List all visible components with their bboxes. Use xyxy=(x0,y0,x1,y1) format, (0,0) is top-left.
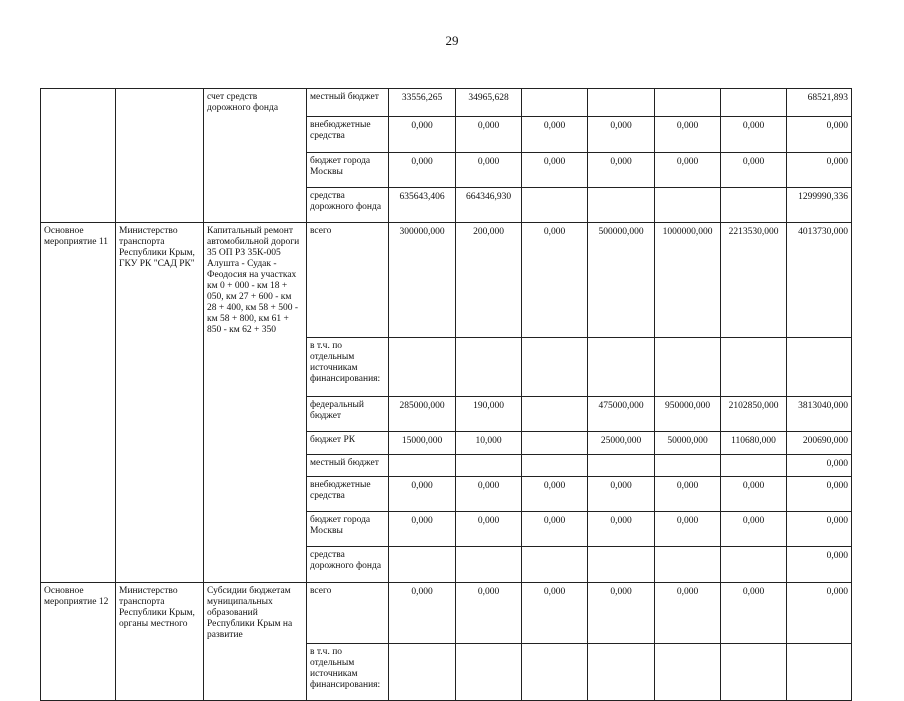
page-number: 29 xyxy=(445,33,459,48)
description-cell xyxy=(204,512,307,547)
amount-cell: 0,000 xyxy=(721,583,787,644)
amount-cell: 635643,406 xyxy=(389,187,456,222)
amount-cell: 0,000 xyxy=(522,583,588,644)
amount-cell: 0,000 xyxy=(588,477,655,512)
amount-cell xyxy=(655,187,721,222)
amount-cell xyxy=(787,643,852,700)
amount-cell: 190,000 xyxy=(456,397,522,432)
description-cell: Капитальный ремонт автомобильной дороги 35 ОП РЗ 35К-005 Алушта - Судак - Феодосия на участках км 0 + 000 - км 18 + 050, км 27 + 600 - км 28 + 400, км 58 + 500 - км 58 + 800, км 61 + 850 - км 62 + 350 xyxy=(204,222,307,338)
measure-name-cell xyxy=(41,432,116,455)
amount-cell: 0,000 xyxy=(655,152,721,187)
amount-cell: 0,000 xyxy=(389,116,456,152)
amount-cell xyxy=(522,432,588,455)
amount-cell: 0,000 xyxy=(655,512,721,547)
table-row xyxy=(41,512,852,547)
description-cell xyxy=(204,547,307,583)
amount-cell: 0,000 xyxy=(389,152,456,187)
amount-cell: 0,000 xyxy=(522,116,588,152)
description-cell: счет средств дорожного фонда xyxy=(204,89,307,117)
amount-cell xyxy=(389,643,456,700)
table-row xyxy=(41,432,852,455)
table-row xyxy=(41,222,852,338)
amount-cell: 50000,000 xyxy=(655,432,721,455)
amount-cell: 0,000 xyxy=(787,583,852,644)
amount-cell xyxy=(389,455,456,477)
table-row xyxy=(41,89,852,117)
measure-name-cell xyxy=(41,547,116,583)
amount-cell: 475000,000 xyxy=(588,397,655,432)
amount-cell xyxy=(522,187,588,222)
amount-cell: 0,000 xyxy=(787,477,852,512)
amount-cell xyxy=(456,455,522,477)
measure-name-cell: Основное мероприятие 12 xyxy=(41,583,116,644)
amount-cell: 0,000 xyxy=(787,116,852,152)
amount-cell xyxy=(522,455,588,477)
funding-source-cell: средства дорожного фонда xyxy=(307,187,389,222)
amount-cell: 0,000 xyxy=(655,116,721,152)
amount-cell: 0,000 xyxy=(389,477,456,512)
amount-cell xyxy=(456,547,522,583)
amount-cell: 2102850,000 xyxy=(721,397,787,432)
measure-name-cell xyxy=(41,455,116,477)
amount-cell: 0,000 xyxy=(721,116,787,152)
amount-cell: 0,000 xyxy=(721,477,787,512)
measure-name-cell xyxy=(41,187,116,222)
amount-cell: 0,000 xyxy=(389,512,456,547)
amount-cell: 10,000 xyxy=(456,432,522,455)
funding-source-cell: бюджет РК xyxy=(307,432,389,455)
amount-cell: 68521,893 xyxy=(787,89,852,117)
table-row xyxy=(41,338,852,397)
table-row xyxy=(41,397,852,432)
executor-cell xyxy=(116,643,204,700)
amount-cell: 0,000 xyxy=(456,152,522,187)
executor-cell: Министерство транспорта Республики Крым, органы местного xyxy=(116,583,204,644)
amount-cell: 1000000,000 xyxy=(655,222,721,338)
funding-source-cell: внебюджетные средства xyxy=(307,477,389,512)
funding-source-cell: федеральный бюджет xyxy=(307,397,389,432)
executor-cell xyxy=(116,432,204,455)
amount-cell xyxy=(721,187,787,222)
budget-table-body xyxy=(41,89,852,701)
amount-cell xyxy=(389,547,456,583)
measure-name-cell xyxy=(41,152,116,187)
amount-cell: 0,000 xyxy=(787,512,852,547)
description-cell xyxy=(204,643,307,700)
measure-name-cell xyxy=(41,643,116,700)
funding-source-cell: всего xyxy=(307,583,389,644)
amount-cell xyxy=(522,547,588,583)
amount-cell xyxy=(655,455,721,477)
amount-cell xyxy=(721,89,787,117)
budget-table xyxy=(40,88,852,701)
amount-cell xyxy=(655,547,721,583)
amount-cell xyxy=(588,187,655,222)
amount-cell: 200690,000 xyxy=(787,432,852,455)
amount-cell: 1299990,336 xyxy=(787,187,852,222)
executor-cell xyxy=(116,512,204,547)
amount-cell: 3813040,000 xyxy=(787,397,852,432)
amount-cell xyxy=(522,89,588,117)
amount-cell: 200,000 xyxy=(456,222,522,338)
table-row xyxy=(41,547,852,583)
amount-cell: 0,000 xyxy=(522,477,588,512)
funding-source-cell: всего xyxy=(307,222,389,338)
amount-cell: 0,000 xyxy=(721,512,787,547)
table-row xyxy=(41,116,852,152)
amount-cell: 285000,000 xyxy=(389,397,456,432)
amount-cell: 0,000 xyxy=(588,152,655,187)
executor-cell xyxy=(116,455,204,477)
executor-cell xyxy=(116,152,204,187)
amount-cell xyxy=(389,338,456,397)
amount-cell xyxy=(721,455,787,477)
funding-source-cell: внебюджетные средства xyxy=(307,116,389,152)
amount-cell: 500000,000 xyxy=(588,222,655,338)
description-cell xyxy=(204,397,307,432)
amount-cell xyxy=(588,455,655,477)
measure-name-cell xyxy=(41,89,116,117)
table-row xyxy=(41,187,852,222)
table-row xyxy=(41,152,852,187)
amount-cell: 110680,000 xyxy=(721,432,787,455)
measure-name-cell xyxy=(41,338,116,397)
amount-cell: 0,000 xyxy=(522,152,588,187)
amount-cell: 0,000 xyxy=(787,455,852,477)
description-cell xyxy=(204,455,307,477)
description-cell xyxy=(204,477,307,512)
amount-cell: 0,000 xyxy=(787,152,852,187)
amount-cell xyxy=(522,643,588,700)
amount-cell xyxy=(456,338,522,397)
amount-cell: 4013730,000 xyxy=(787,222,852,338)
amount-cell: 0,000 xyxy=(522,512,588,547)
amount-cell: 0,000 xyxy=(456,116,522,152)
funding-source-cell: бюджет города Москвы xyxy=(307,152,389,187)
amount-cell: 0,000 xyxy=(588,583,655,644)
amount-cell: 0,000 xyxy=(721,152,787,187)
funding-source-cell: местный бюджет xyxy=(307,455,389,477)
amount-cell xyxy=(456,643,522,700)
amount-cell: 33556,265 xyxy=(389,89,456,117)
amount-cell: 0,000 xyxy=(655,477,721,512)
measure-name-cell xyxy=(41,512,116,547)
executor-cell xyxy=(116,397,204,432)
executor-cell: Министерство транспорта Республики Крым, ГКУ РК "САД РК" xyxy=(116,222,204,338)
amount-cell xyxy=(721,547,787,583)
description-cell xyxy=(204,338,307,397)
description-cell: Субсидии бюджетам муниципальных образований Республики Крым на развитие xyxy=(204,583,307,644)
measure-name-cell xyxy=(41,477,116,512)
measure-name-cell xyxy=(41,397,116,432)
description-cell xyxy=(204,432,307,455)
amount-cell: 0,000 xyxy=(655,583,721,644)
amount-cell: 0,000 xyxy=(522,222,588,338)
amount-cell: 0,000 xyxy=(456,477,522,512)
amount-cell: 0,000 xyxy=(456,583,522,644)
amount-cell xyxy=(721,338,787,397)
amount-cell: 0,000 xyxy=(588,512,655,547)
amount-cell xyxy=(588,643,655,700)
amount-cell: 300000,000 xyxy=(389,222,456,338)
amount-cell xyxy=(522,338,588,397)
amount-cell: 34965,628 xyxy=(456,89,522,117)
table-row xyxy=(41,455,852,477)
amount-cell: 2213530,000 xyxy=(721,222,787,338)
executor-cell xyxy=(116,116,204,152)
description-cell xyxy=(204,116,307,152)
amount-cell: 0,000 xyxy=(787,547,852,583)
table-row xyxy=(41,643,852,700)
amount-cell: 15000,000 xyxy=(389,432,456,455)
table-row xyxy=(41,477,852,512)
funding-source-cell: местный бюджет xyxy=(307,89,389,117)
table-row xyxy=(41,583,852,644)
amount-cell: 25000,000 xyxy=(588,432,655,455)
amount-cell xyxy=(588,89,655,117)
amount-cell: 0,000 xyxy=(389,583,456,644)
amount-cell xyxy=(787,338,852,397)
description-cell xyxy=(204,152,307,187)
description-cell xyxy=(204,187,307,222)
executor-cell xyxy=(116,477,204,512)
amount-cell xyxy=(522,397,588,432)
amount-cell xyxy=(655,338,721,397)
executor-cell xyxy=(116,187,204,222)
executor-cell xyxy=(116,89,204,117)
funding-source-cell: в т.ч. по отдельным источникам финансирования: xyxy=(307,643,389,700)
amount-cell xyxy=(721,643,787,700)
amount-cell: 0,000 xyxy=(588,116,655,152)
funding-source-cell: бюджет города Москвы xyxy=(307,512,389,547)
executor-cell xyxy=(116,547,204,583)
amount-cell: 950000,000 xyxy=(655,397,721,432)
amount-cell: 0,000 xyxy=(456,512,522,547)
executor-cell xyxy=(116,338,204,397)
amount-cell: 664346,930 xyxy=(456,187,522,222)
measure-name-cell: Основное мероприятие 11 xyxy=(41,222,116,338)
amount-cell xyxy=(655,643,721,700)
funding-source-cell: в т.ч. по отдельным источникам финансирования: xyxy=(307,338,389,397)
measure-name-cell xyxy=(41,116,116,152)
amount-cell xyxy=(588,338,655,397)
funding-source-cell: средства дорожного фонда xyxy=(307,547,389,583)
amount-cell xyxy=(588,547,655,583)
amount-cell xyxy=(655,89,721,117)
